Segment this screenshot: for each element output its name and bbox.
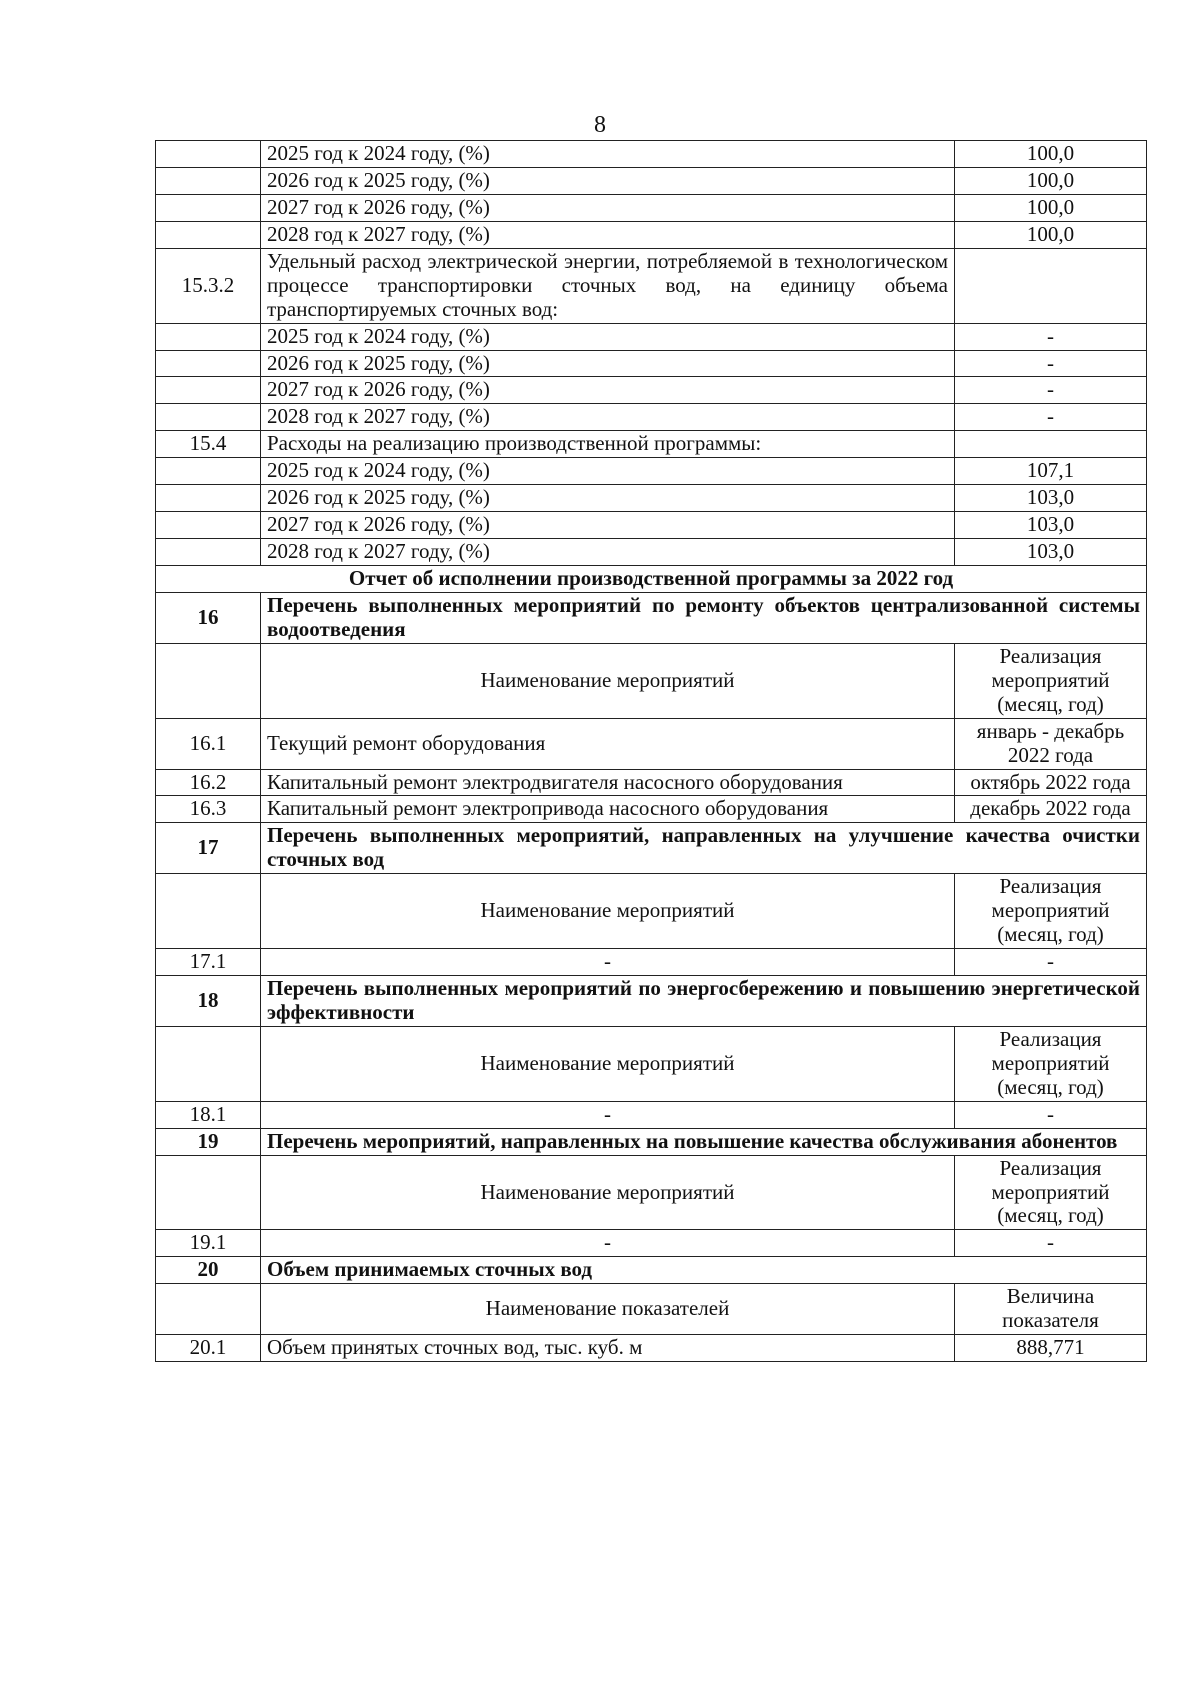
table-row (156, 718, 1147, 769)
row-label: 2026 год к 2025 году, (%) (261, 485, 955, 512)
row-label: 2025 год к 2024 году, (%) (261, 458, 955, 485)
realization-column-header: Реализация мероприятий (месяц, год) (955, 1026, 1147, 1101)
row-label: 2027 год к 2026 году, (%) (261, 512, 955, 539)
row-value: 100,0 (955, 141, 1147, 168)
row-value: 103,0 (955, 485, 1147, 512)
realization-column-header: Реализация мероприятий (месяц, год) (955, 874, 1147, 949)
section-number: 16 (156, 592, 261, 643)
table-row (156, 167, 1147, 194)
section-15-4-header (156, 431, 1147, 458)
table-row (156, 485, 1147, 512)
row-value: - (955, 323, 1147, 350)
row-number: 16.3 (156, 796, 261, 823)
row-number-cell (156, 1026, 261, 1101)
row-number-cell (156, 377, 261, 404)
document-table (155, 140, 1147, 1362)
indicators-column-header: Наименование показателей (261, 1284, 955, 1335)
row-number-cell (156, 458, 261, 485)
section-title: Удельный расход электрической энергии, потребляемой в технологическом процессе транспортировки сточных вод, на единицу объема транспортируемых сточных вод: (261, 248, 955, 323)
row-label: - (261, 1230, 955, 1257)
table-row (156, 194, 1147, 221)
table-row (156, 141, 1147, 168)
row-number-cell (156, 512, 261, 539)
row-value: - (955, 1230, 1147, 1257)
row-label: - (261, 1101, 955, 1128)
row-value: октябрь 2022 года (955, 769, 1147, 796)
table-row (156, 539, 1147, 566)
row-number-cell (156, 221, 261, 248)
section-number: 18 (156, 976, 261, 1027)
section-17-header (156, 823, 1147, 874)
row-label: 2026 год к 2025 году, (%) (261, 350, 955, 377)
table-row (156, 949, 1147, 976)
row-number-cell (156, 167, 261, 194)
realization-column-header: Реализация мероприятий (месяц, год) (955, 643, 1147, 718)
row-value: январь - декабрь 2022 года (955, 718, 1147, 769)
section-15-3-2-header (156, 248, 1147, 323)
row-number-cell (156, 141, 261, 168)
row-label: Капитальный ремонт электропривода насосного оборудования (261, 796, 955, 823)
row-number: 16.1 (156, 718, 261, 769)
column-header-row (156, 1026, 1147, 1101)
row-number: 17.1 (156, 949, 261, 976)
row-number-cell (156, 194, 261, 221)
row-number-cell (156, 485, 261, 512)
row-number: 20.1 (156, 1335, 261, 1362)
table-row (156, 1101, 1147, 1128)
row-number-cell (156, 350, 261, 377)
row-value: - (955, 1101, 1147, 1128)
row-value: 103,0 (955, 539, 1147, 566)
section-title: Перечень мероприятий, направленных на повышение качества обслуживания абонентов (261, 1128, 1147, 1155)
row-label: 2027 год к 2026 году, (%) (261, 194, 955, 221)
table-row (156, 323, 1147, 350)
row-value (955, 431, 1147, 458)
section-title: Перечень выполненных мероприятий по энергосбережению и повышению энергетической эффективности (261, 976, 1147, 1027)
table-row (156, 796, 1147, 823)
measures-column-header: Наименование мероприятий (261, 1026, 955, 1101)
row-label: 2025 год к 2024 году, (%) (261, 141, 955, 168)
column-header-row (156, 1284, 1147, 1335)
row-label: 2027 год к 2026 году, (%) (261, 377, 955, 404)
table-row (156, 1335, 1147, 1362)
table-row (156, 221, 1147, 248)
row-label: 2028 год к 2027 году, (%) (261, 404, 955, 431)
row-number-cell (156, 874, 261, 949)
value-column-header: Величина показателя (955, 1284, 1147, 1335)
row-label: 2028 год к 2027 году, (%) (261, 221, 955, 248)
row-value: 888,771 (955, 1335, 1147, 1362)
row-number: 16.2 (156, 769, 261, 796)
row-number-cell (156, 1155, 261, 1230)
row-value: - (955, 350, 1147, 377)
row-label: Текущий ремонт оборудования (261, 718, 955, 769)
row-value: 103,0 (955, 512, 1147, 539)
page-number: 8 (594, 112, 606, 138)
row-value: 100,0 (955, 221, 1147, 248)
row-value: 100,0 (955, 194, 1147, 221)
table-row (156, 377, 1147, 404)
column-header-row (156, 1155, 1147, 1230)
row-number-cell (156, 323, 261, 350)
section-number: 19 (156, 1128, 261, 1155)
measures-column-header: Наименование мероприятий (261, 1155, 955, 1230)
table-row (156, 1230, 1147, 1257)
measures-column-header: Наименование мероприятий (261, 874, 955, 949)
section-title: Расходы на реализацию производственной программы: (261, 431, 955, 458)
table-row (156, 769, 1147, 796)
row-value (955, 248, 1147, 323)
row-label: - (261, 949, 955, 976)
table-row (156, 458, 1147, 485)
row-number-cell (156, 643, 261, 718)
row-number-cell (156, 539, 261, 566)
row-value: 107,1 (955, 458, 1147, 485)
section-title: Перечень выполненных мероприятий, направленных на улучшение качества очистки сточных вод (261, 823, 1147, 874)
table-row (156, 350, 1147, 377)
report-heading-row (156, 566, 1147, 593)
row-value: 100,0 (955, 167, 1147, 194)
realization-column-header: Реализация мероприятий (месяц, год) (955, 1155, 1147, 1230)
row-number-cell (156, 1284, 261, 1335)
section-20-header (156, 1257, 1147, 1284)
table-row (156, 512, 1147, 539)
row-label: Объем принятых сточных вод, тыс. куб. м (261, 1335, 955, 1362)
row-number: 18.1 (156, 1101, 261, 1128)
section-number: 20 (156, 1257, 261, 1284)
row-number: 19.1 (156, 1230, 261, 1257)
section-title: Перечень выполненных мероприятий по ремонту объектов централизованной системы водоотведения (261, 592, 1147, 643)
row-number-cell (156, 404, 261, 431)
row-number: 15.3.2 (156, 248, 261, 323)
row-value: декабрь 2022 года (955, 796, 1147, 823)
measures-column-header: Наименование мероприятий (261, 643, 955, 718)
section-title: Объем принимаемых сточных вод (261, 1257, 1147, 1284)
row-label: Капитальный ремонт электродвигателя насосного оборудования (261, 769, 955, 796)
row-value: - (955, 949, 1147, 976)
row-label: 2025 год к 2024 году, (%) (261, 323, 955, 350)
section-16-header (156, 592, 1147, 643)
row-value: - (955, 377, 1147, 404)
report-heading: Отчет об исполнении производственной программы за 2022 год (156, 566, 1147, 593)
row-label: 2026 год к 2025 году, (%) (261, 167, 955, 194)
section-19-header (156, 1128, 1147, 1155)
section-18-header (156, 976, 1147, 1027)
row-number: 15.4 (156, 431, 261, 458)
row-value: - (955, 404, 1147, 431)
section-number: 17 (156, 823, 261, 874)
table-row (156, 404, 1147, 431)
row-label: 2028 год к 2027 году, (%) (261, 539, 955, 566)
column-header-row (156, 643, 1147, 718)
column-header-row (156, 874, 1147, 949)
